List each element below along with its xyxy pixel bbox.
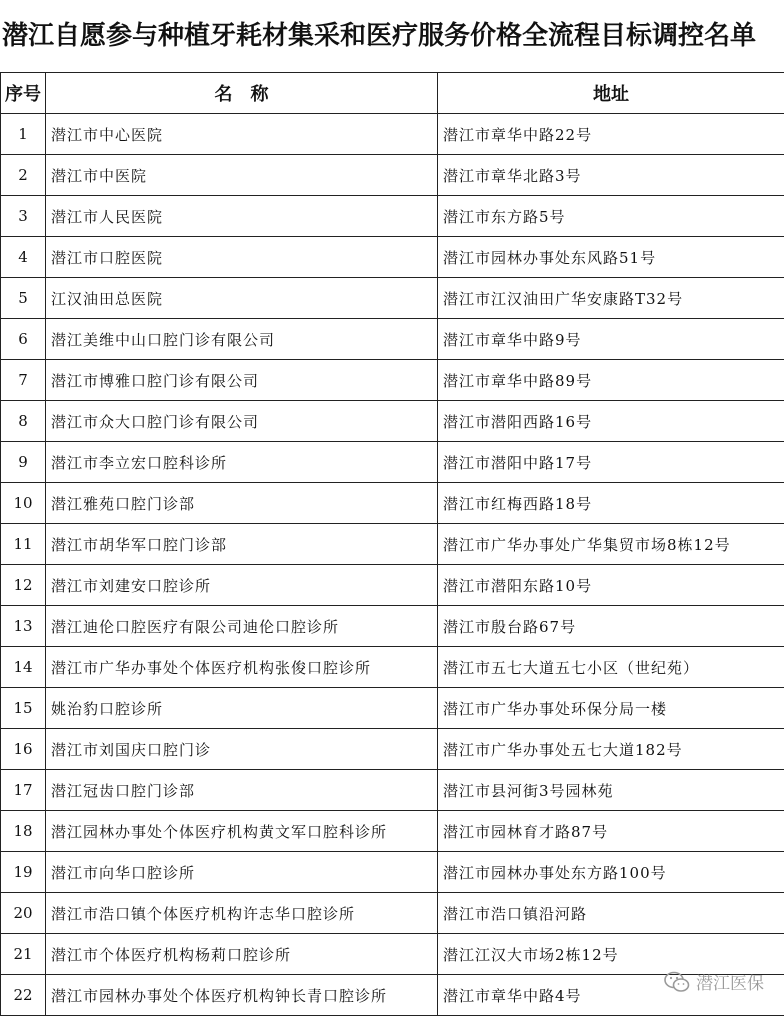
row-address: 潜江市江汉油田广华安康路T32号 xyxy=(438,278,784,319)
row-number: 21 xyxy=(1,934,46,975)
watermark xyxy=(664,969,764,994)
row-name: 潜江市博雅口腔门诊有限公司 xyxy=(46,360,438,401)
row-address: 潜江市章华中路4号 xyxy=(438,975,784,1016)
row-name: 潜江迪伦口腔医疗有限公司迪伦口腔诊所 xyxy=(46,606,438,647)
row-address: 潜江市章华中路22号 xyxy=(438,114,784,155)
row-number: 16 xyxy=(1,729,46,770)
row-number: 3 xyxy=(1,196,46,237)
clinic-table xyxy=(0,72,784,1016)
row-number: 8 xyxy=(1,401,46,442)
row-address: 潜江市殷台路67号 xyxy=(438,606,784,647)
row-name: 潜江市口腔医院 xyxy=(46,237,438,278)
row-name: 潜江市李立宏口腔科诊所 xyxy=(46,442,438,483)
row-name: 潜江市人民医院 xyxy=(46,196,438,237)
row-number: 13 xyxy=(1,606,46,647)
row-name: 姚治豹口腔诊所 xyxy=(46,688,438,729)
row-name: 潜江市浩口镇个体医疗机构许志华口腔诊所 xyxy=(46,893,438,934)
table-row xyxy=(1,114,784,155)
row-number: 10 xyxy=(1,483,46,524)
table-row xyxy=(1,237,784,278)
header-no: 序号 xyxy=(1,73,46,114)
row-address: 潜江市广华办事处五七大道182号 xyxy=(438,729,784,770)
table-row xyxy=(1,647,784,688)
table-row xyxy=(1,442,784,483)
row-number: 1 xyxy=(1,114,46,155)
table-body xyxy=(1,114,784,1016)
row-address: 潜江市广华办事处环保分局一楼 xyxy=(438,688,784,729)
table-row xyxy=(1,893,784,934)
row-address: 潜江市园林办事处东风路51号 xyxy=(438,237,784,278)
row-address: 潜江市广华办事处广华集贸市场8栋12号 xyxy=(438,524,784,565)
row-address: 潜江市章华中路89号 xyxy=(438,360,784,401)
row-number: 7 xyxy=(1,360,46,401)
row-address: 潜江市章华北路3号 xyxy=(438,155,784,196)
row-address: 潜江市东方路5号 xyxy=(438,196,784,237)
row-name: 潜江园林办事处个体医疗机构黄文军口腔科诊所 xyxy=(46,811,438,852)
table-row xyxy=(1,811,784,852)
row-number: 14 xyxy=(1,647,46,688)
row-name: 潜江市园林办事处个体医疗机构钟长青口腔诊所 xyxy=(46,975,438,1016)
row-name: 潜江市刘国庆口腔门诊 xyxy=(46,729,438,770)
row-address: 潜江市县河街3号园林苑 xyxy=(438,770,784,811)
row-number: 18 xyxy=(1,811,46,852)
row-address: 潜江市浩口镇沿河路 xyxy=(438,893,784,934)
table-header-row xyxy=(1,73,784,114)
row-address: 潜江市园林办事处东方路100号 xyxy=(438,852,784,893)
row-name: 潜江市胡华军口腔门诊部 xyxy=(46,524,438,565)
row-address: 潜江江汉大市场2栋12号 xyxy=(438,934,784,975)
row-number: 11 xyxy=(1,524,46,565)
row-number: 4 xyxy=(1,237,46,278)
table-row xyxy=(1,360,784,401)
row-name: 潜江市中心医院 xyxy=(46,114,438,155)
table-row xyxy=(1,524,784,565)
row-number: 19 xyxy=(1,852,46,893)
row-number: 22 xyxy=(1,975,46,1016)
row-address: 潜江市五七大道五七小区（世纪苑） xyxy=(438,647,784,688)
row-number: 15 xyxy=(1,688,46,729)
row-number: 17 xyxy=(1,770,46,811)
wechat-icon xyxy=(664,971,690,993)
row-address: 潜江市园林育才路87号 xyxy=(438,811,784,852)
row-number: 9 xyxy=(1,442,46,483)
table-row xyxy=(1,319,784,360)
table-row xyxy=(1,688,784,729)
table-row xyxy=(1,155,784,196)
table-row xyxy=(1,606,784,647)
row-number: 2 xyxy=(1,155,46,196)
table-row xyxy=(1,196,784,237)
row-address: 潜江市红梅西路18号 xyxy=(438,483,784,524)
row-name: 潜江美维中山口腔门诊有限公司 xyxy=(46,319,438,360)
watermark-text: 潜江医保 xyxy=(696,974,764,994)
row-name: 潜江市向华口腔诊所 xyxy=(46,852,438,893)
row-name: 潜江市个体医疗机构杨莉口腔诊所 xyxy=(46,934,438,975)
table-row xyxy=(1,770,784,811)
row-name: 潜江雅苑口腔门诊部 xyxy=(46,483,438,524)
row-address: 潜江市潜阳西路16号 xyxy=(438,401,784,442)
header-name: 名 称 xyxy=(46,73,438,114)
row-name: 江汉油田总医院 xyxy=(46,278,438,319)
row-address: 潜江市潜阳东路10号 xyxy=(438,565,784,606)
row-address: 潜江市潜阳中路17号 xyxy=(438,442,784,483)
table-row xyxy=(1,565,784,606)
row-name: 潜江市中医院 xyxy=(46,155,438,196)
table-row xyxy=(1,852,784,893)
row-address: 潜江市章华中路9号 xyxy=(438,319,784,360)
row-number: 20 xyxy=(1,893,46,934)
table-row xyxy=(1,483,784,524)
header-address: 地址 xyxy=(438,73,784,114)
row-number: 12 xyxy=(1,565,46,606)
page-title: 潜江自愿参与种植牙耗材集采和医疗服务价格全流程目标调控名单 xyxy=(2,21,757,51)
table-row xyxy=(1,729,784,770)
row-name: 潜江市众大口腔门诊有限公司 xyxy=(46,401,438,442)
table-row xyxy=(1,401,784,442)
row-number: 6 xyxy=(1,319,46,360)
table-row xyxy=(1,278,784,319)
row-name: 潜江市广华办事处个体医疗机构张俊口腔诊所 xyxy=(46,647,438,688)
row-name: 潜江市刘建安口腔诊所 xyxy=(46,565,438,606)
row-number: 5 xyxy=(1,278,46,319)
row-name: 潜江冠齿口腔门诊部 xyxy=(46,770,438,811)
